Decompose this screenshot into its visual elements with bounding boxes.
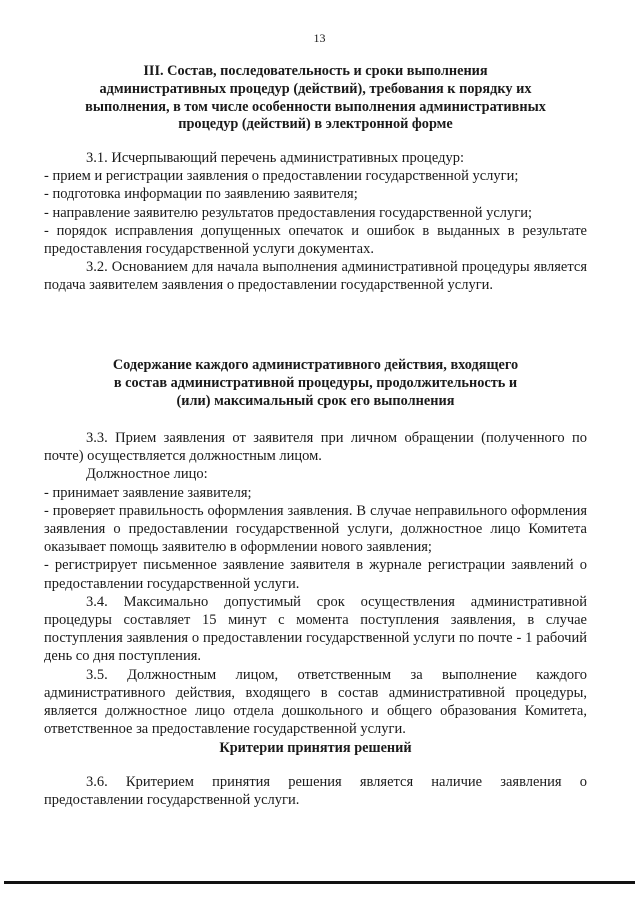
list-item: - направление заявителю результатов предоставления государственной услуги; bbox=[44, 204, 532, 221]
list-item: - проверяет правильность оформления заявления. В случае неправильного оформления заявления о предоставлении государственной услуги, должностное лицо Комитета оказывает помощь заявителю в оформлении нового заявления; bbox=[44, 502, 587, 556]
list-item: - принимает заявление заявителя; bbox=[44, 484, 252, 501]
heading-line: процедур (действий) в электронной форме bbox=[178, 116, 453, 133]
list-item: - прием и регистрации заявления о предоставлении государственной услуги; bbox=[44, 168, 519, 185]
heading-line: выполнения, в том числе особенности выполнения административных bbox=[85, 98, 546, 115]
heading-line: административных процедур (действий), требования к порядку их bbox=[99, 80, 532, 97]
page-number: 13 bbox=[313, 31, 326, 45]
list-item: - порядок исправления допущенных опечаток и ошибок в выданных в результате предоставления государственной услуги документах. bbox=[44, 222, 587, 258]
heading-line: в состав административной процедуры, продолжительность и bbox=[113, 374, 518, 391]
heading-line: (или) максимальный срок его выполнения bbox=[176, 392, 455, 409]
administrative-actions-content bbox=[44, 429, 587, 738]
footer-rule bbox=[4, 881, 635, 884]
paragraph-3-4: 3.4. Максимально допустимый срок осуществления административной процедуры составляет 15 минут с момента поступления заявления, в случае поступления заявления о предоставлении государственной услуги по почте - 1 рабочий день со дня поступления. bbox=[44, 593, 587, 665]
paragraph-3-3: 3.3. Прием заявления от заявителя при личном обращении (полученного по почте) осуществляется должностным лицом. bbox=[44, 430, 587, 465]
paragraph-3-2: 3.2. Основанием для начала выполнения административной процедуры является подача заявителем заявления о предоставлении государственной услуги. bbox=[44, 259, 587, 294]
official-label: Должностное лицо: bbox=[86, 466, 208, 483]
content-heading bbox=[44, 357, 587, 410]
list-item: - подготовка информации по заявлению заявителя; bbox=[44, 186, 358, 203]
criteria-heading: Критерии принятия решений bbox=[219, 740, 412, 756]
heading-line: Содержание каждого административного действия, входящего bbox=[112, 357, 519, 373]
paragraph-3-5: 3.5. Должностным лицом, ответственным за выполнение каждого административного действия, входящего в состав административной процедуры, является должностное лицо отдела дошкольного и общего образования Комитета, ответственное за предоставление государственной услуги. bbox=[44, 666, 587, 738]
decision-criteria bbox=[44, 773, 587, 809]
paragraph-3-6: 3.6. Критерием принятия решения является наличие заявления о предоставлении государственной услуги. bbox=[44, 774, 587, 809]
list-item: - регистрирует письменное заявление заявителя в журнале регистрации заявлений о предоставлении государственной услуги. bbox=[44, 557, 587, 592]
administrative-procedures-list bbox=[44, 149, 587, 295]
section-3-heading bbox=[44, 63, 587, 134]
heading-line: III. Состав, последовательность и сроки выполнения bbox=[143, 63, 488, 79]
paragraph-3-1: 3.1. Исчерпывающий перечень административных процедур: bbox=[86, 150, 464, 166]
